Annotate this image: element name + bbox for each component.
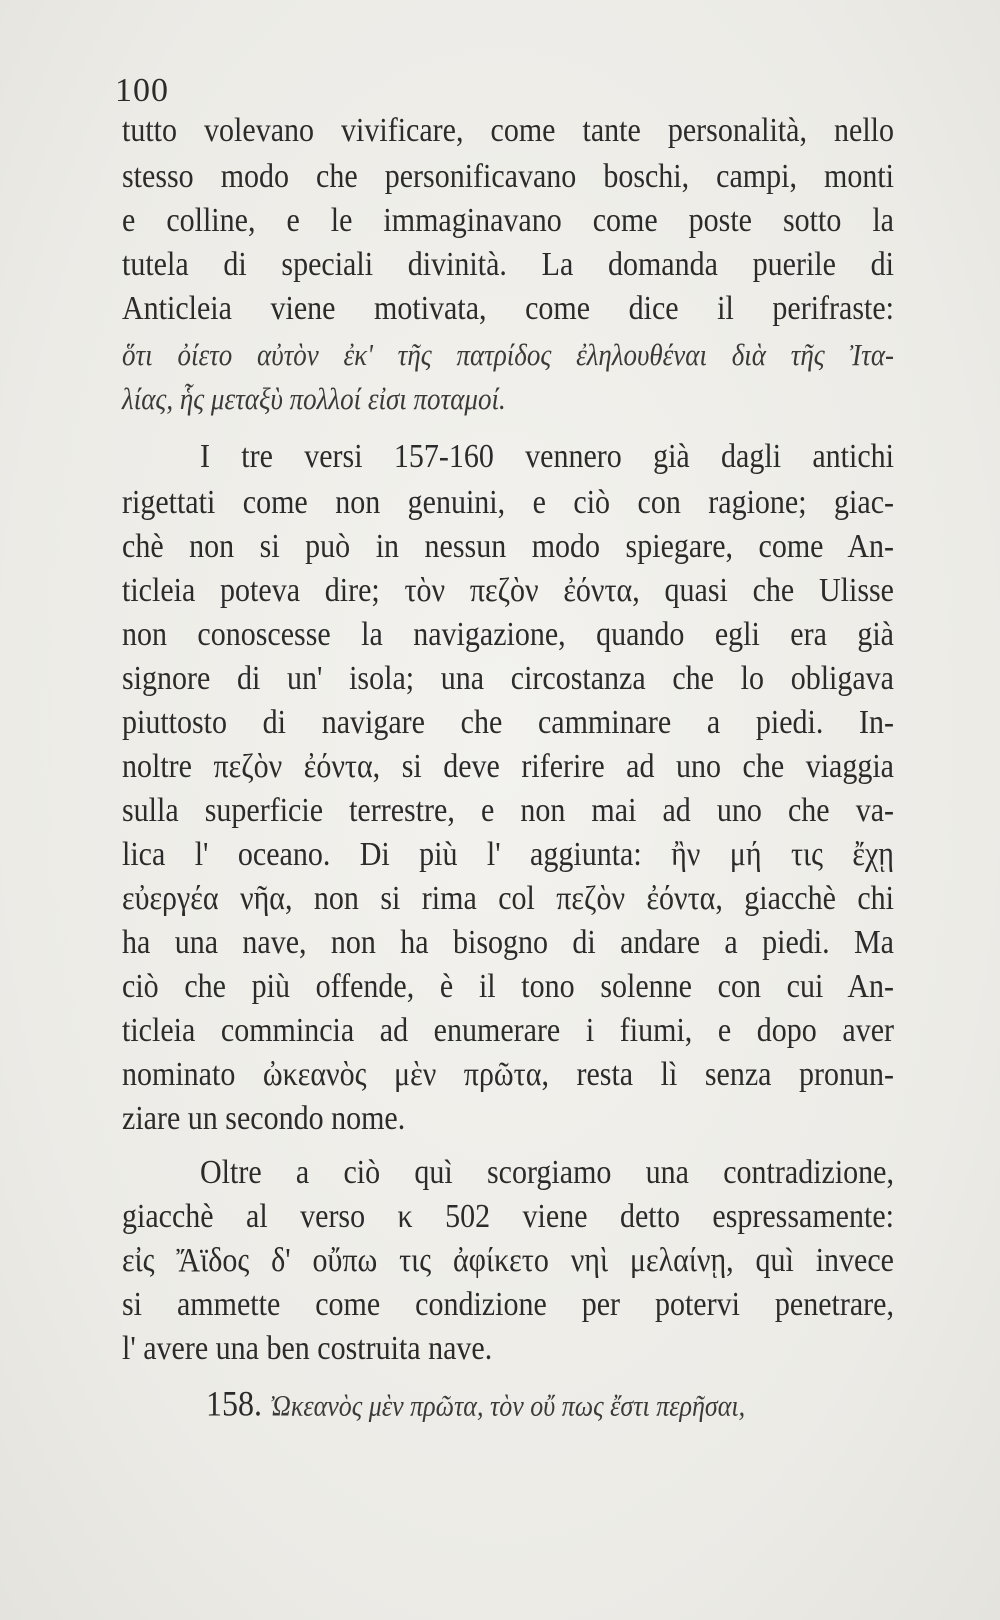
text-line: tutela di speciali divinità. La domanda puerile di [122,245,894,284]
text-line: si ammette come condizione per potervi penetrare, [122,1285,894,1324]
text-line: noltre πεζὸν ἐόντα, si deve riferire ad uno che viaggia [122,747,894,786]
text-line: εἰς Ἄϊδος δ' οὔπω τις ἀφίκετο νηὶ μελαίνῃ, quì invece [122,1241,894,1280]
text-line: εὐεργέα νῆα, non si rima col πεζὸν ἐόντα, giacchè chi [122,879,894,918]
text-line: ha una nave, non ha bisogno di andare a piedi. Ma [122,923,894,962]
footnote-greek-text: Ὠκεανὸς μὲν πρῶτα, τὸν οὔ πως ἔστι περῆσαι, [269,1389,746,1423]
text-line: stesso modo che personificavano boschi, campi, monti [122,157,894,196]
text-line: non conoscesse la navigazione, quando egli era già [122,615,894,654]
text-line: ziare un secondo nome. [122,1099,406,1138]
text-line: chè non si può in nessun modo spiegare, come An- [122,527,894,566]
text-line: tutto volevano vivificare, come tante personalità, nello [122,111,894,150]
text-line: ticleia poteva dire; τὸν πεζὸν ἐόντα, quasi che Ulisse [122,571,894,610]
text-line: e colline, e le immaginavano come poste sotto la [122,201,894,240]
text-line: nominato ὠκεανὸς μὲν πρῶτα, resta lì senza pronun- [122,1055,894,1094]
text-line: lica l' oceano. Di più l' aggiunta: ἢν μή τις ἔχῃ [122,835,894,874]
text-line: I tre versi 157-160 vennero già dagli antichi [200,437,894,476]
text-line: ticleia commincia ad enumerare i fiumi, e dopo aver [122,1011,894,1050]
greek-quote-line: λίας, ἧς μεταξὺ πολλοί εἰσι ποταμοί. [122,382,506,416]
text-line: Anticleia viene motivata, come dice il perifraste: [122,289,894,328]
page-number: 100 [115,72,169,109]
text-line: ciò che più offende, è il tono solenne con cui An- [122,967,894,1006]
text-line: rigettati come non genuini, e ciò con ragione; giac- [122,483,894,522]
text-line: giacchè al verso κ 502 viene detto espressamente: [122,1197,894,1236]
footnote-number: 158. [206,1382,262,1424]
text-line: piuttosto di navigare che camminare a piedi. In- [122,703,894,742]
text-line: Oltre a ciò quì scorgiamo una contradizione, [200,1153,894,1192]
greek-quote-line: ὅτι ὀίετο αὐτὸν ἐκ' τῆς πατρίδος ἐληλουθέναι διὰ τῆς Ἰτα- [122,338,894,372]
footnote-line [206,1377,896,1429]
text-line: l' avere una ben costruita nave. [122,1329,493,1368]
text-line: sulla superficie terrestre, e non mai ad uno che va- [122,791,894,830]
text-line: signore di un' isola; una circostanza che lo obligava [122,659,894,698]
